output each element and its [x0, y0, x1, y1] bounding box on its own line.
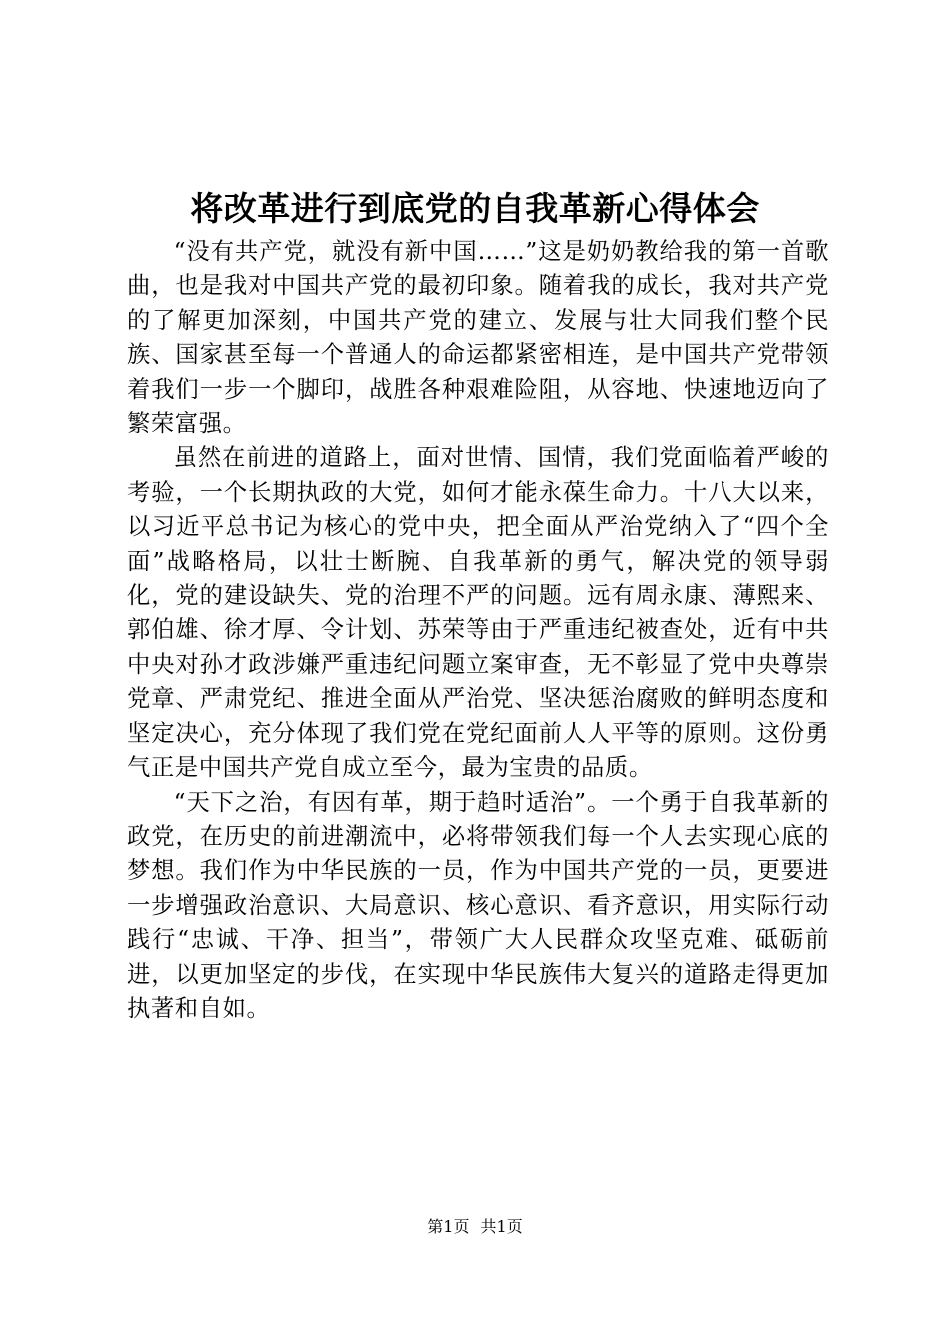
- paragraph-2: 虽然在前进的道路上，面对世情、国情，我们党面临着严峻的考验，一个长期执政的大党，如何才能永葆生命力。十八大以来，以习近平总书记为核心的党中央，把全面从严治党纳入了“四个全面”战略格局，以壮士断腕、自我革新的勇气，解决党的领导弱化，党的建设缺失、党的治理不严的问题。远有周永康、薄熙来、郭伯雄、徐才厚、令计划、苏荣等由于严重违纪被查处，近有中共中央对孙才政涉嫌严重违纪问题立案审查，无不彰显了党中央尊崇党章、严肃党纪、推进全面从严治党、坚决惩治腐败的鲜明态度和坚定决心，充分体现了我们党在党纪面前人人平等的原则。这份勇气正是中国共产党自成立至今，最为宝贵的品质。: [127, 444, 829, 782]
- paragraph-3: “天下之治，有因有革，期于趋时适治”。一个勇于自我革新的政党，在历史的前进潮流中，必将带领我们每一个人去实现心底的梦想。我们作为中华民族的一员，作为中国共产党的一员，更要进一步增强政治意识、大局意识、核心意识、看齐意识，用实际行动践行“忠诚、干净、担当”，带领广大人民群众攻坚克难、砥砺前进，以更加坚定的步伐，在实现中华民族伟大复兴的道路走得更加执著和自如。: [127, 788, 829, 1022]
- document-body: [127, 235, 829, 1026]
- page-footer: [0, 1216, 950, 1238]
- paragraph-1: “没有共产党，就没有新中国……”这是奶奶教给我的第一首歌曲，也是我对中国共产党的最初印象。随着我的成长，我对共产党的了解更加深刻，中国共产党的建立、发展与壮大同我们整个民族、国家甚至每一个普通人的命运都紧密相连，是中国共产党带领着我们一步一个脚印，战胜各种艰难险阻，从容地、快速地迈向了繁荣富强。: [127, 238, 829, 438]
- page-number: 第1页: [427, 1217, 470, 1236]
- document-title: 将改革进行到底党的自我革新心得体会: [190, 189, 760, 228]
- page-total: 共1页: [480, 1217, 523, 1236]
